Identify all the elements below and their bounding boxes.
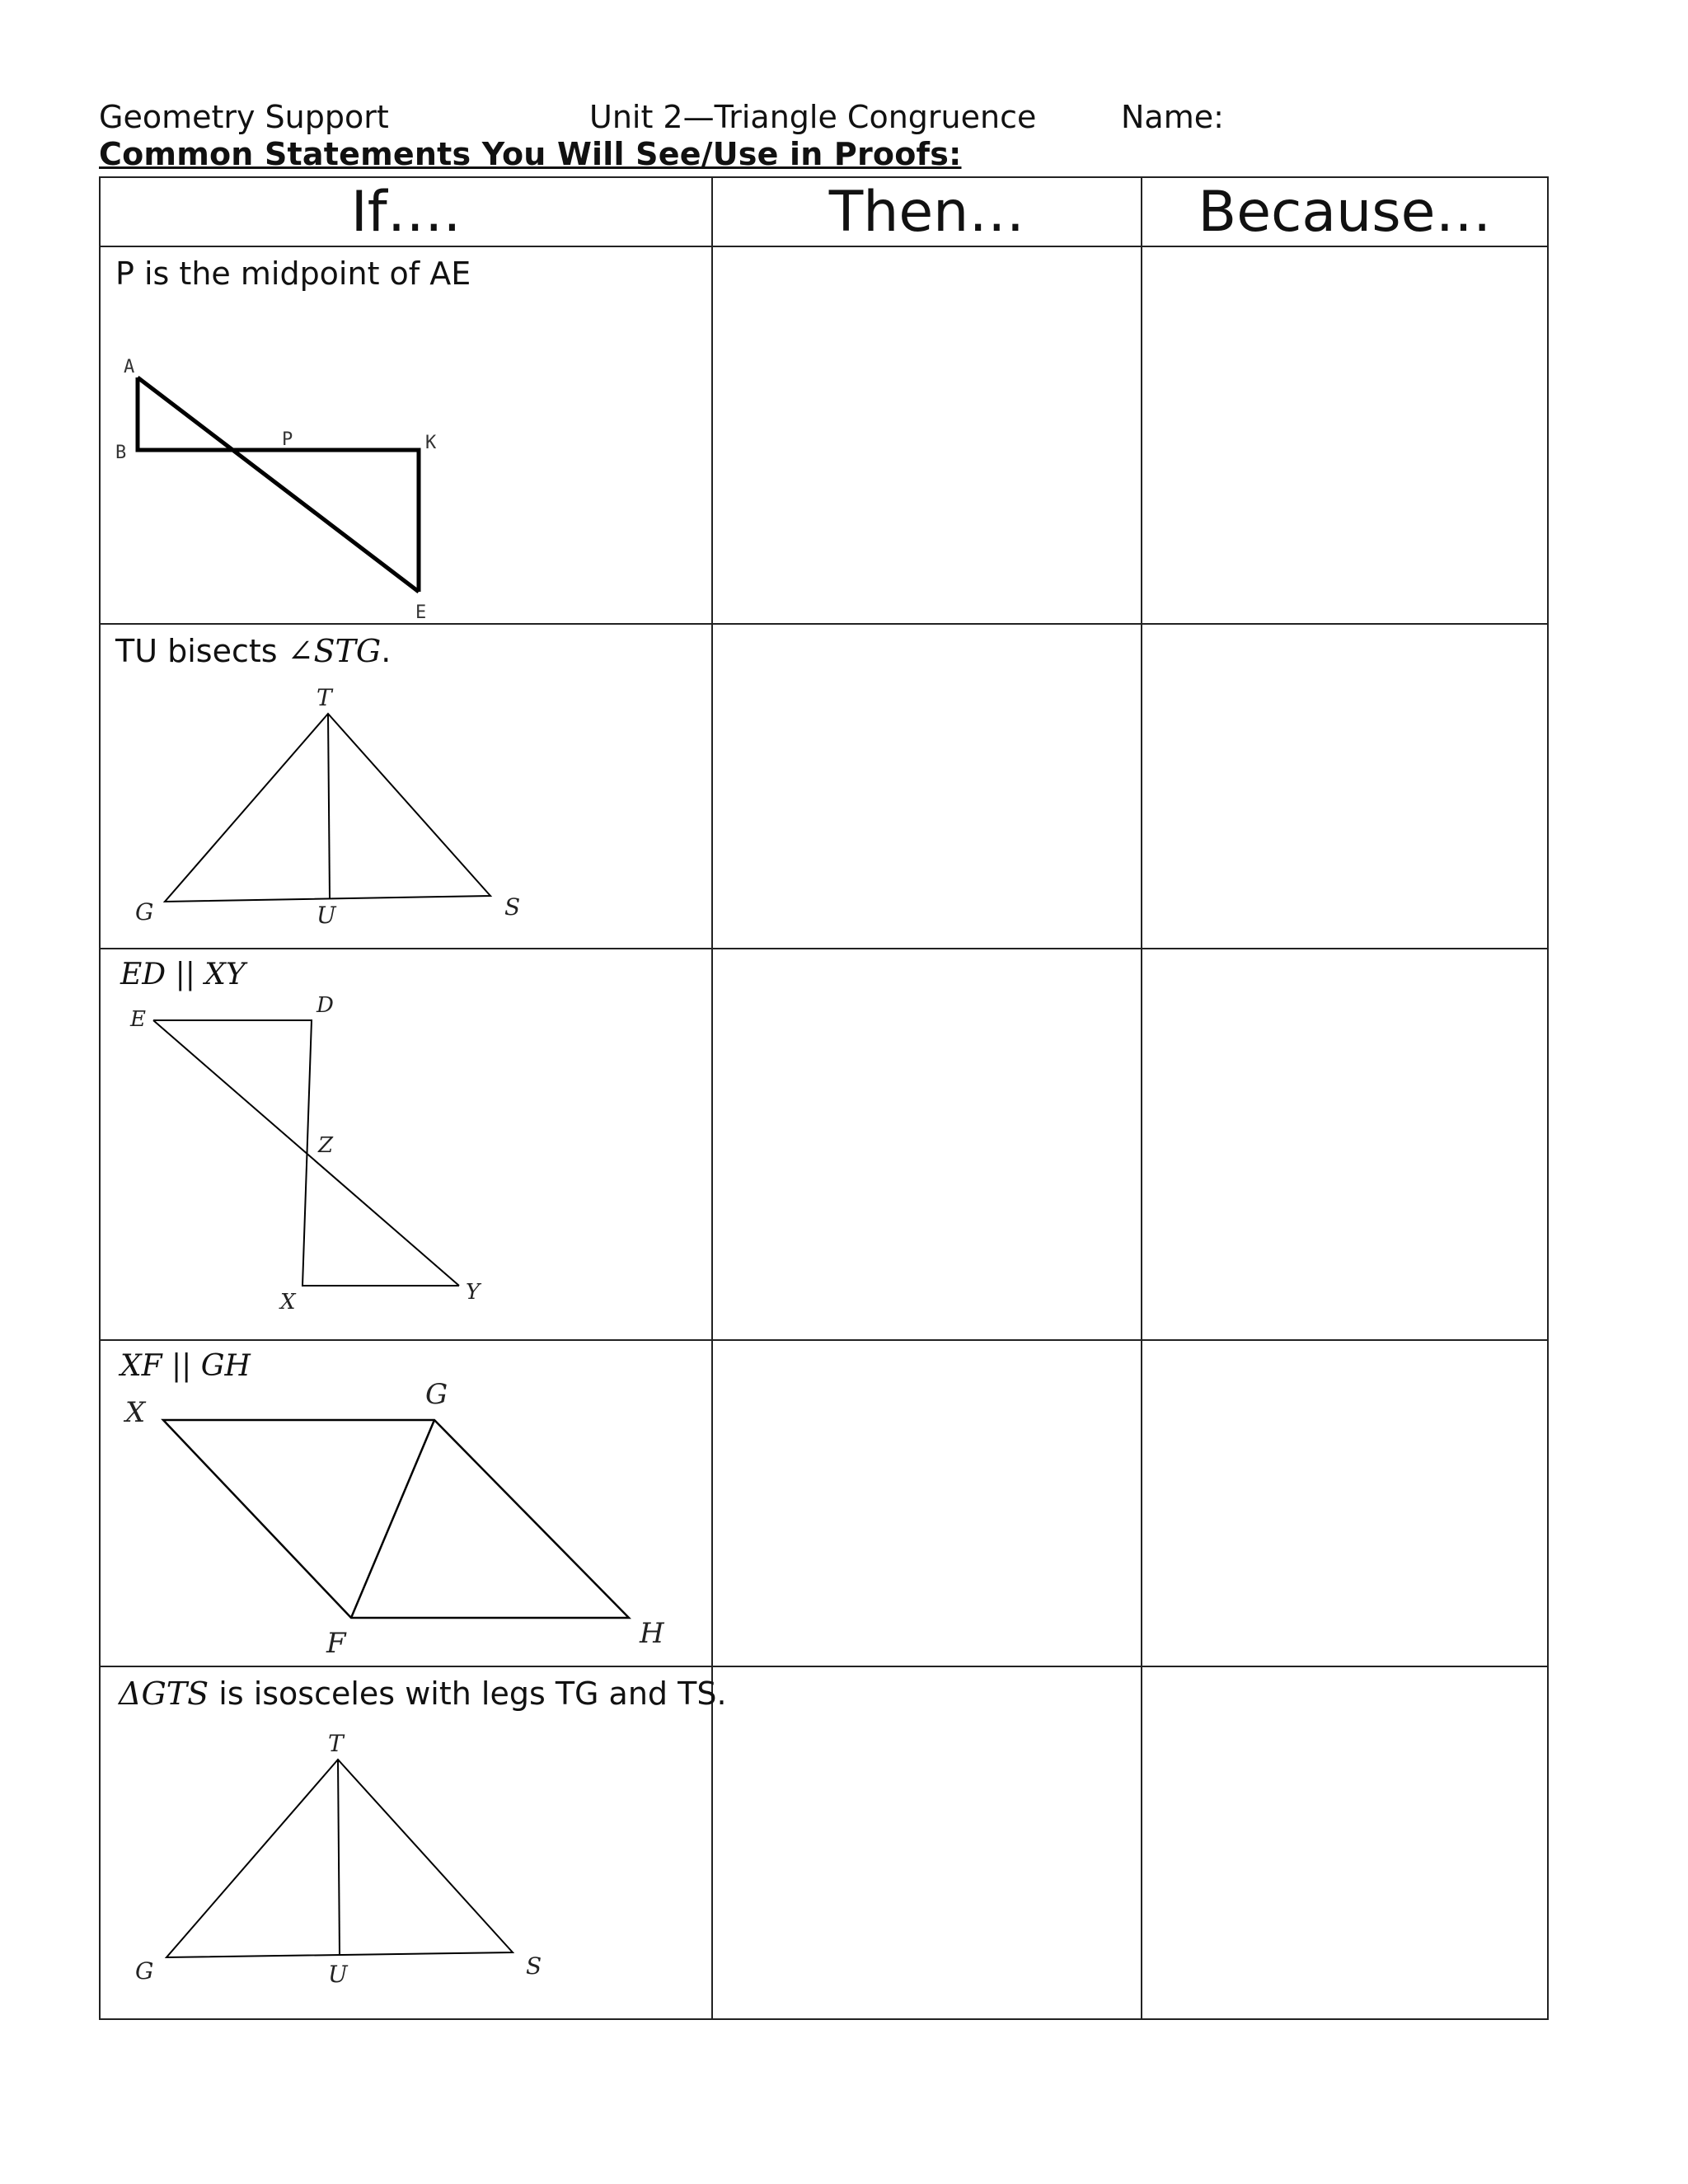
- label-a: A: [124, 357, 135, 377]
- label-d: D: [316, 993, 334, 1018]
- label-h: H: [640, 1617, 664, 1650]
- segment-gf: [351, 1420, 434, 1618]
- column-header-because: Because…: [1142, 177, 1548, 246]
- column-header-if: If….: [100, 177, 712, 246]
- label-g: G: [135, 898, 154, 926]
- if-cell-parallel-xf-gh: [100, 1340, 712, 1666]
- then-cell[interactable]: [712, 246, 1142, 624]
- condition-text: ED || XY: [120, 958, 246, 991]
- condition-text: ΔGTS is isosceles with legs TG and TS.: [119, 1675, 727, 1712]
- label-k: K: [425, 433, 437, 453]
- name-label: Name:: [1121, 99, 1224, 135]
- proof-statements-table: [99, 176, 1549, 2020]
- label-y: Y: [466, 1280, 481, 1305]
- label-f: F: [326, 1627, 346, 1660]
- page-header: [99, 99, 1550, 140]
- parallel-ed-xy-figure: [101, 949, 713, 1341]
- label-x: X: [280, 1290, 296, 1315]
- label-e: E: [415, 602, 427, 623]
- because-cell[interactable]: [1142, 1666, 1548, 2019]
- table-row: [100, 246, 1548, 624]
- label-t: T: [316, 684, 332, 711]
- page-subtitle: Common Statements You Will See/Use in Proofs:: [99, 136, 962, 172]
- then-cell[interactable]: [712, 1340, 1142, 1666]
- because-cell[interactable]: [1142, 1340, 1548, 1666]
- parallel-xf-gh-figure: [101, 1341, 713, 1667]
- label-s: S: [526, 1952, 542, 1980]
- table-row: [100, 1666, 1548, 2019]
- table-header-row: [100, 177, 1548, 246]
- isosceles-figure: [101, 1667, 713, 2020]
- midpoint-figure: [101, 247, 713, 625]
- quadrilateral-xghf: [163, 1420, 629, 1618]
- because-cell[interactable]: [1142, 624, 1548, 949]
- unit-title: Unit 2—Triangle Congruence: [589, 99, 1037, 135]
- label-u: U: [316, 902, 336, 929]
- condition-text: P is the midpoint of AE: [115, 255, 471, 292]
- if-cell-isosceles: [100, 1666, 727, 2019]
- label-p: P: [282, 429, 293, 450]
- label-g: G: [135, 1957, 154, 1985]
- angle-bisector-figure: [101, 625, 713, 949]
- if-cell-parallel-ed-xy: [100, 949, 712, 1340]
- then-cell[interactable]: [712, 1666, 1142, 2019]
- label-t: T: [328, 1730, 344, 1757]
- label-e: E: [130, 1007, 146, 1032]
- condition-text: TU bisects ∠STG.: [115, 633, 392, 669]
- segment-ae: [138, 377, 419, 592]
- label-x: X: [125, 1396, 146, 1429]
- column-header-then: Then…: [712, 177, 1142, 246]
- condition-text: XF || GH: [120, 1349, 251, 1383]
- then-cell[interactable]: [712, 624, 1142, 949]
- table-row: [100, 949, 1548, 1340]
- if-cell-angle-bisector: [100, 624, 712, 949]
- segment-tu: [338, 1760, 340, 1956]
- because-cell[interactable]: [1142, 246, 1548, 624]
- label-g: G: [425, 1378, 448, 1411]
- then-cell[interactable]: [712, 949, 1142, 1340]
- label-z: Z: [318, 1133, 334, 1158]
- table-row: [100, 1340, 1548, 1666]
- because-cell[interactable]: [1142, 949, 1548, 1340]
- label-b: B: [115, 443, 127, 463]
- table-row: [100, 624, 1548, 949]
- segment-tu: [328, 714, 330, 898]
- if-cell-midpoint: [100, 246, 712, 624]
- label-u: U: [328, 1961, 348, 1988]
- segment-ey: [153, 1020, 459, 1286]
- label-s: S: [504, 893, 521, 921]
- course-title: Geometry Support: [99, 99, 389, 135]
